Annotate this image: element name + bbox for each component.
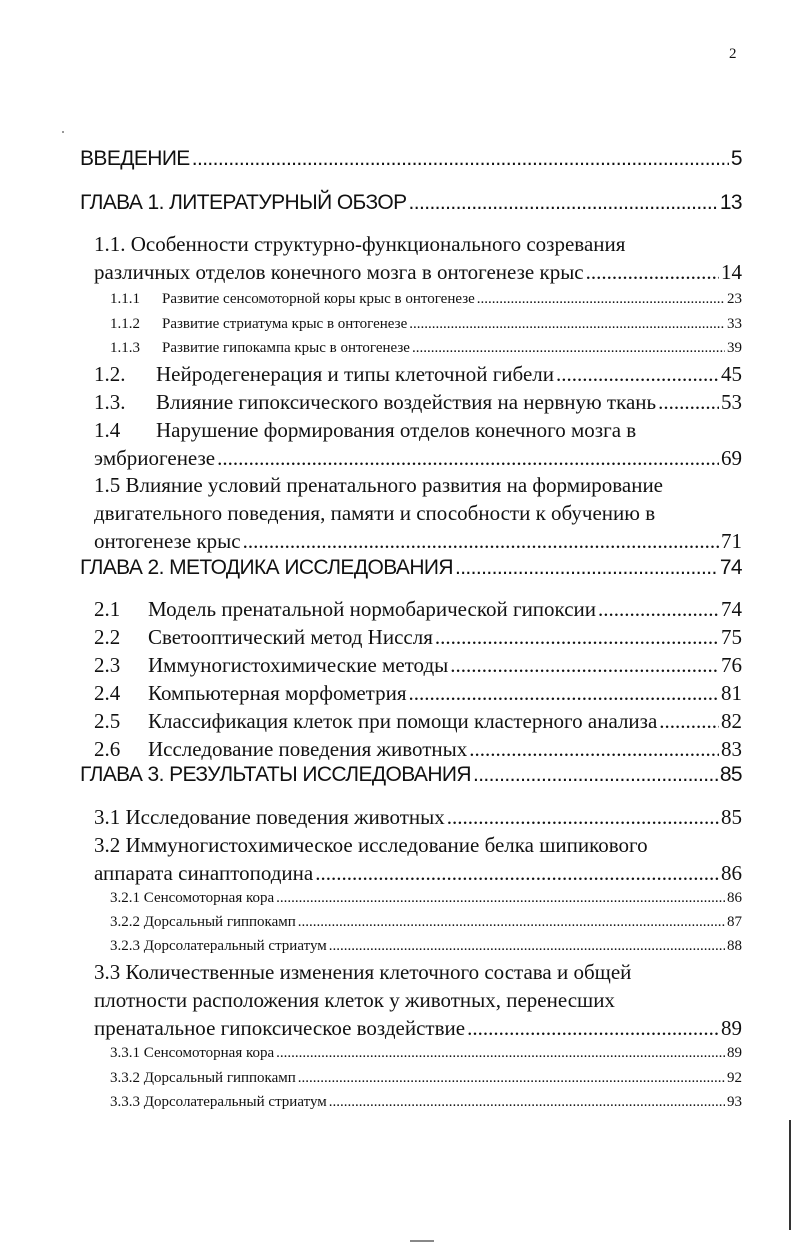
- leader-dots: [409, 191, 718, 215]
- leader-dots: [473, 763, 718, 787]
- toc-entry-title: 3.1 Исследование поведения животных: [94, 805, 445, 829]
- toc-entry-title: пренатальное гипоксическое воздействие: [94, 1016, 466, 1040]
- toc-entry-title: 3.2.1 Сенсомоторная кора: [110, 890, 275, 906]
- toc-entry-number: 2.2: [94, 625, 121, 649]
- toc-entry-page: 23: [727, 291, 742, 307]
- leader-dots: [192, 147, 729, 171]
- toc-entry-3-3-2[interactable]: [110, 1070, 742, 1087]
- toc-entry-1-4[interactable]: [94, 446, 742, 471]
- toc-entry-number: 1.1.2: [110, 316, 140, 332]
- toc-entry-title: ГЛАВА 1. ЛИТЕРАТУРНЫЙ ОБЗОР: [80, 191, 407, 214]
- toc-entry-2-3[interactable]: [94, 653, 742, 678]
- leader-dots: [329, 1094, 725, 1111]
- leader-dots: [477, 291, 725, 308]
- leader-dots: [408, 681, 719, 706]
- toc-entry-page: 81: [721, 681, 742, 705]
- toc-entry-3-2-line1: 3.2 Иммуногистохимическое исследование белка шипикового: [94, 833, 648, 857]
- toc-entry-number: 1.2.: [94, 362, 126, 386]
- page-number: 2: [729, 46, 737, 62]
- toc-entry-2-1[interactable]: [94, 597, 742, 622]
- toc-entry-chapter-2[interactable]: [80, 556, 742, 580]
- toc-entry-number: 2.1: [94, 597, 121, 621]
- toc-entry-number: 2.4: [94, 681, 121, 705]
- toc-entry-page: 92: [727, 1070, 742, 1086]
- leader-dots: [659, 709, 719, 734]
- toc-entry-title: Иммуногистохимические методы: [148, 653, 449, 677]
- toc-entry-3-2-3[interactable]: [110, 938, 742, 955]
- toc-entry-title: Модель пренатальной нормобарической гипоксии: [148, 597, 597, 621]
- toc-entry-number: 1.1.3: [110, 340, 140, 356]
- toc-entry-page: 88: [727, 938, 742, 954]
- toc-entry-page: 13: [719, 191, 742, 214]
- toc-entry-title: онтогенезе крыс: [94, 529, 241, 553]
- scan-speck: [62, 131, 64, 133]
- leader-dots: [435, 625, 719, 650]
- toc-entry-title: аппарата синаптоподина: [94, 861, 314, 885]
- toc-entry-number: 2.3: [94, 653, 121, 677]
- toc-entry-title: эмбриогенезе: [94, 446, 216, 470]
- toc-entry-title: Светооптический метод Ниссля: [148, 625, 433, 649]
- toc-entry-title: Влияние гипоксического воздействия на нервную ткань: [156, 390, 657, 414]
- toc-entry-1-4-line1: [94, 418, 636, 443]
- toc-entry-title: Развитие стриатума крыс в онтогенезе: [162, 316, 408, 332]
- scan-edge-mark: [789, 1120, 791, 1230]
- toc-entry-page: 14: [721, 260, 742, 284]
- toc-entry-3-3-line2: плотности расположения клеток у животных, перенесших: [94, 988, 615, 1012]
- toc-entry-page: 86: [727, 890, 742, 906]
- scan-bottom-mark: [410, 1240, 434, 1242]
- leader-dots: [455, 556, 718, 580]
- toc-entry-title: 3.2.2 Дорсальный гиппокамп: [110, 914, 296, 930]
- toc-entry-1-1-3[interactable]: [110, 340, 742, 357]
- toc-entry-1-1[interactable]: [94, 260, 742, 285]
- toc-entry-page: 86: [721, 861, 742, 885]
- leader-dots: [276, 1045, 725, 1062]
- leader-dots: [217, 446, 719, 471]
- toc-entry-page: 5: [730, 147, 742, 170]
- toc-entry-page: 89: [721, 1016, 742, 1040]
- toc-entry-page: 74: [719, 556, 742, 579]
- toc-entry-chapter-3[interactable]: [80, 763, 742, 787]
- toc-entry-title: ГЛАВА 3. РЕЗУЛЬТАТЫ ИССЛЕДОВАНИЯ: [80, 763, 471, 786]
- leader-dots: [298, 1070, 725, 1087]
- toc-entry-chapter-1[interactable]: [80, 191, 742, 215]
- leader-dots: [412, 340, 725, 357]
- toc-entry-title: Классификация клеток при помощи кластерного анализа: [148, 709, 658, 733]
- leader-dots: [298, 914, 725, 931]
- toc-entry-3-2-1[interactable]: [110, 890, 742, 907]
- leader-dots: [447, 805, 719, 830]
- toc-entry-3-3-3[interactable]: [110, 1094, 742, 1111]
- toc-entry-title: 3.2.3 Дорсолатеральный стриатум: [110, 938, 327, 954]
- toc-entry-intro[interactable]: [80, 147, 742, 171]
- toc-entry-title: Развитие гипокампа крыс в онтогенезе: [162, 340, 410, 356]
- leader-dots: [556, 362, 719, 387]
- toc-entry-title: 3.3.3 Дорсолатеральный стриатум: [110, 1094, 327, 1110]
- toc-entry-page: 45: [721, 362, 742, 386]
- leader-dots: [469, 737, 719, 762]
- toc-entry-page: 85: [719, 763, 742, 786]
- leader-dots: [598, 597, 719, 622]
- leader-dots: [276, 890, 725, 907]
- toc-entry-3-3-line1: 3.3 Количественные изменения клеточного состава и общей: [94, 960, 632, 984]
- toc-entry-title: Нейродегенерация и типы клеточной гибели: [156, 362, 554, 386]
- toc-entry-title: Развитие сенсомоторной коры крыс в онтогенезе: [162, 291, 475, 307]
- toc-entry-page: 39: [727, 340, 742, 356]
- toc-entry-3-1[interactable]: [94, 805, 742, 830]
- toc-entry-page: 76: [721, 653, 742, 677]
- toc-entry-3-3[interactable]: [94, 1016, 742, 1041]
- leader-dots: [467, 1016, 719, 1041]
- toc-entry-1-1-line1: 1.1. Особенности структурно-функционального созревания: [94, 232, 626, 256]
- toc-entry-title: различных отделов конечного мозга в онтогенезе крыс: [94, 260, 584, 284]
- toc-entry-number: 1.3.: [94, 390, 126, 414]
- toc-entry-title: 3.3.1 Сенсомоторная кора: [110, 1045, 275, 1061]
- toc-entry-page: 82: [721, 709, 742, 733]
- leader-dots: [243, 529, 719, 554]
- toc-entry-number: 1.4: [94, 418, 121, 442]
- toc-entry-title: 3.3.2 Дорсальный гиппокамп: [110, 1070, 296, 1086]
- toc-entry-2-5[interactable]: [94, 709, 742, 734]
- toc-entry-title: Нарушение формирования отделов конечного мозга в: [156, 418, 637, 442]
- leader-dots: [450, 653, 719, 678]
- leader-dots: [329, 938, 725, 955]
- toc-entry-2-2[interactable]: [94, 625, 742, 650]
- toc-entry-title: Исследование поведения животных: [148, 737, 468, 761]
- leader-dots: [586, 260, 719, 285]
- toc-entry-page: 33: [727, 316, 742, 332]
- toc-entry-1-1-2[interactable]: [110, 316, 742, 333]
- leader-dots: [409, 316, 725, 333]
- toc-entry-page: 75: [721, 625, 742, 649]
- toc-entry-title: Компьютерная морфометрия: [148, 681, 407, 705]
- toc-entry-page: 53: [721, 390, 742, 414]
- toc-entry-page: 85: [721, 805, 742, 829]
- toc-entry-page: 93: [727, 1094, 742, 1110]
- toc-entry-1-1-1[interactable]: [110, 291, 742, 308]
- toc-entry-number: 2.6: [94, 737, 121, 761]
- leader-dots: [315, 861, 719, 886]
- toc-entry-1-5-line1: 1.5 Влияние условий пренатального развития на формирование: [94, 473, 663, 497]
- toc-entry-page: 71: [721, 529, 742, 553]
- toc-entry-2-4[interactable]: [94, 681, 742, 706]
- toc-entry-1-3[interactable]: [94, 390, 742, 415]
- toc-entry-1-5[interactable]: [94, 529, 742, 554]
- toc-entry-3-2[interactable]: [94, 861, 742, 886]
- toc-entry-3-3-1[interactable]: [110, 1045, 742, 1062]
- toc-entry-page: 74: [721, 597, 742, 621]
- toc-entry-page: 89: [727, 1045, 742, 1061]
- toc-entry-2-6[interactable]: [94, 737, 742, 762]
- toc-entry-1-2[interactable]: [94, 362, 742, 387]
- toc-entry-page: 83: [721, 737, 742, 761]
- toc-entry-1-5-line2: двигательного поведения, памяти и способности к обучению в: [94, 501, 656, 525]
- toc-entry-page: 69: [721, 446, 742, 470]
- toc-entry-title: ГЛАВА 2. МЕТОДИКА ИССЛЕДОВАНИЯ: [80, 556, 453, 579]
- toc-entry-3-2-2[interactable]: [110, 914, 742, 931]
- toc-entry-number: 1.1.1: [110, 291, 140, 307]
- toc-entry-page: 87: [727, 914, 742, 930]
- toc-entry-title: ВВЕДЕНИЕ: [80, 147, 190, 170]
- leader-dots: [658, 390, 719, 415]
- toc-entry-number: 2.5: [94, 709, 121, 733]
